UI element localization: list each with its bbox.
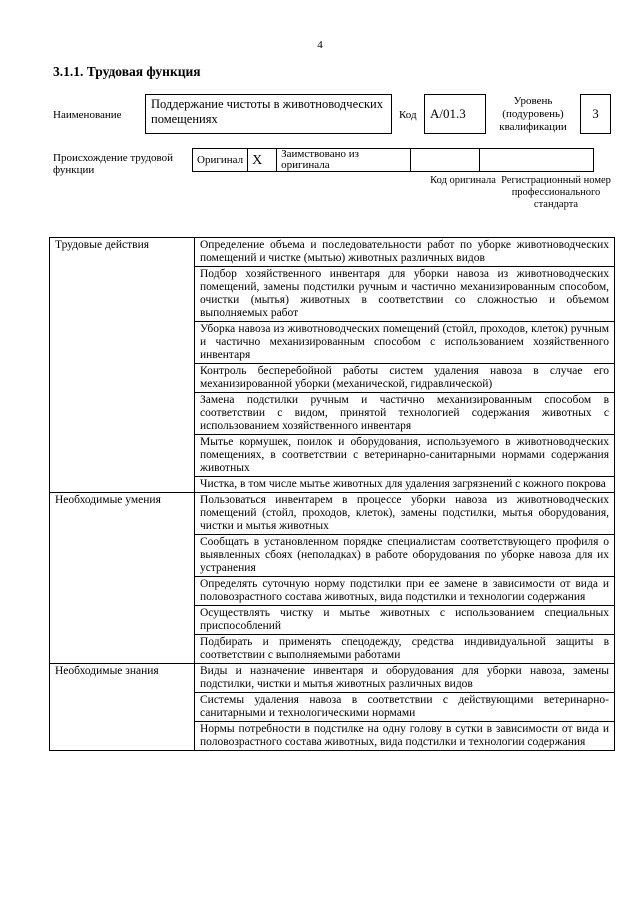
row-item: Виды и назначение инвентаря и оборудования для уборки навоза, замены подстилки, чистки и мытья животных различных видов: [195, 664, 615, 693]
row-item: Подбирать и применять спецодежду, средства индивидуальной защиты в соответствии с выполняемыми работами: [195, 635, 615, 664]
row-item: Чистка, в том числе мытье животных для удаления загрязнений с кожного покрова: [195, 477, 615, 493]
function-name-field: Поддержание чистоты в животноводческих помещениях: [145, 94, 392, 134]
row-category: Трудовые действия: [50, 238, 195, 493]
row-item: Определять суточную норму подстилки при ее замене в зависимости от вида и половозрастного состава животных, вида подстилки и технологии содержания: [195, 577, 615, 606]
row-item: Определение объема и последовательности работ по уборке животноводческих помещений и чистке (мытью) животных различных видов: [195, 238, 615, 267]
row-category: Необходимые умения: [50, 493, 195, 664]
row-item: Сообщать в установленном порядке специалистам соответствующего профиля о выявленных сбоях (неполадках) в работе оборудования по уборке навоза для их устранения: [195, 535, 615, 577]
origin-label: Происхождение трудовой функции: [53, 152, 174, 176]
row-item: Замена подстилки ручным и частично механизированным способом в соответствии с видом, принятой технологией содержания животных с использованием хозяйственного инвентаря: [195, 393, 615, 435]
row-item: Пользоваться инвентарем в процессе уборки навоза из животноводческих помещений (стойл, проходов, клеток), замены подстилки, мытья оборудования, чистки и мытья животных: [195, 493, 615, 535]
original-code-cell: [411, 149, 480, 172]
original-code-note: Код оригинала: [430, 175, 496, 186]
level-label: Уровень (подуровень) квалификации: [499, 95, 567, 133]
borrowed-label: Заимствовано из оригинала: [277, 149, 411, 172]
row-item: Мытье кормушек, поилок и оборудования, используемого в животноводческих помещениях, в соответствии с ветеринарно-санитарными нормами содержания животных: [195, 435, 615, 477]
name-label: Наименование: [53, 109, 122, 121]
row-item: Подбор хозяйственного инвентаря для уборки навоза из животноводческих помещений, замены подстилки ручным и частично механизированным способом, очистки (мытья) животных в соответствии со сложностью и объемом выполняемых работ: [195, 267, 615, 322]
table-row: [50, 238, 615, 267]
function-code-field: А/01.3: [424, 94, 486, 134]
row-item: Контроль бесперебойной работы систем удаления навоза в случае его механизированной уборки (механической, гидравлической): [195, 364, 615, 393]
row-item: Нормы потребности в подстилке на одну голову в сутки в зависимости от вида и половозрастного состава животных, вида подстилки и технологии содержания: [195, 722, 615, 751]
original-label: Оригинал: [193, 149, 248, 172]
row-item: Осуществлять чистку и мытье животных с использованием специальных приспособлений: [195, 606, 615, 635]
row-category: Необходимые знания: [50, 664, 195, 751]
qualification-level-field: 3: [580, 94, 611, 134]
section-title: 3.1.1. Трудовая функция: [53, 64, 201, 79]
original-mark: X: [248, 149, 277, 172]
row-item: Системы удаления навоза в соответствии с действующими ветеринарно-санитарными и технологическими нормами: [195, 693, 615, 722]
table-row: [50, 664, 615, 693]
registration-number-note: Регистрационный номер профессионального стандарта: [501, 175, 611, 210]
registration-number-cell: [480, 149, 594, 172]
origin-table: [192, 148, 594, 172]
row-item: Уборка навоза из животноводческих помещений (стойл, проходов, клеток) ручным и частично механизированным способом с использованием хозяйственного инвентаря: [195, 322, 615, 364]
function-details-table: [49, 237, 615, 751]
code-label: Код: [399, 109, 417, 121]
table-row: [50, 493, 615, 535]
page-number: 4: [317, 39, 323, 51]
